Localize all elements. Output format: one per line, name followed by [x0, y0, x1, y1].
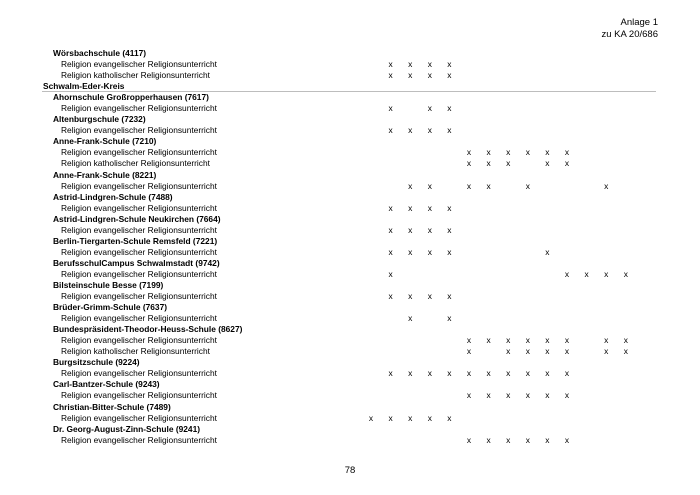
subject-label: Religion evangelischer Religionsunterricht — [61, 313, 217, 324]
subject-label: Religion evangelischer Religionsunterricht — [61, 125, 217, 136]
mark-cell: x — [545, 158, 550, 169]
mark-cell: x — [466, 335, 472, 346]
mark-cell: x — [584, 268, 589, 279]
mark-cell: x — [427, 202, 432, 213]
mark-cell: x — [506, 335, 511, 346]
subject-row — [0, 368, 700, 379]
mark-cell: x — [506, 147, 511, 158]
subject-row — [0, 203, 700, 214]
mark-cell: x — [486, 335, 491, 346]
school-heading: Altenburgschule (7232) — [53, 114, 146, 125]
subject-label: Religion evangelischer Religionsunterricht — [61, 434, 217, 445]
mark-cell: x — [388, 246, 393, 257]
subject-row — [0, 247, 700, 258]
mark-cell: x — [388, 224, 393, 235]
mark-cell: x — [604, 346, 609, 357]
mark-cell: x — [408, 202, 413, 213]
subject-row — [0, 103, 700, 114]
mark-cell: x — [564, 434, 570, 445]
mark-cell: x — [466, 346, 472, 357]
mark-cell: x — [427, 70, 432, 81]
mark-cell: x — [408, 180, 413, 191]
mark-cell: x — [545, 346, 550, 357]
subject-label: Religion evangelischer Religionsunterricht — [61, 390, 217, 401]
mark-cell: x — [486, 390, 491, 401]
annex-label: Anlage 1 — [620, 17, 658, 28]
mark-cell: x — [466, 390, 472, 401]
document-reference: zu KA 20/686 — [601, 28, 658, 40]
mark-cell: x — [447, 412, 452, 423]
mark-cell: x — [427, 103, 432, 114]
mark-cell: x — [447, 70, 452, 81]
mark-cell: x — [427, 59, 432, 70]
mark-cell: x — [427, 246, 432, 257]
subject-label: Religion evangelischer Religionsunterricht — [61, 291, 217, 302]
annex-reference — [601, 17, 658, 40]
mark-cell: x — [388, 268, 393, 279]
mark-cell: x — [408, 412, 413, 423]
mark-cell: x — [408, 246, 413, 257]
subject-label: Religion katholischer Religionsunterricht — [61, 158, 210, 169]
mark-cell: x — [427, 125, 432, 136]
subject-row — [0, 335, 700, 346]
school-heading: BerufsschulCampus Schwalmstadt (9742) — [53, 257, 220, 268]
subject-row — [0, 70, 700, 81]
mark-cell: x — [486, 158, 491, 169]
mark-cell: x — [388, 412, 393, 423]
subject-row — [0, 413, 700, 424]
mark-cell: x — [545, 246, 550, 257]
mark-cell: x — [506, 158, 511, 169]
mark-cell: x — [564, 147, 570, 158]
mark-cell: x — [564, 368, 570, 379]
mark-cell: x — [525, 434, 530, 445]
mark-cell: x — [388, 368, 393, 379]
subject-row — [0, 269, 700, 280]
subject-row — [0, 59, 700, 70]
mark-cell: x — [623, 268, 628, 279]
subject-row — [0, 346, 700, 357]
page-number: 78 — [344, 465, 356, 476]
school-heading: Anne-Frank-Schule (8221) — [53, 169, 157, 180]
school-heading: Bundespräsident-Theodor-Heuss-Schule (8627) — [53, 324, 243, 335]
mark-cell: x — [466, 147, 472, 158]
subject-row — [0, 291, 700, 302]
mark-cell: x — [388, 125, 393, 136]
mark-cell: x — [623, 346, 628, 357]
mark-cell: x — [427, 368, 432, 379]
mark-cell: x — [427, 224, 432, 235]
mark-cell: x — [525, 335, 530, 346]
subject-row — [0, 181, 700, 192]
school-heading: Dr. Georg-August-Zinn-Schule (9241) — [53, 423, 201, 434]
school-heading: Astrid-Lindgren-Schule (7488) — [53, 191, 173, 202]
mark-cell: x — [447, 368, 452, 379]
school-heading: Ahornschule Großropperhausen (7617) — [53, 92, 209, 103]
school-heading: Anne-Frank-Schule (7210) — [53, 136, 157, 147]
district-heading: Schwalm-Eder-Kreis — [0, 81, 700, 92]
subject-label: Religion evangelischer Religionsunterricht — [61, 368, 217, 379]
mark-cell: x — [604, 268, 609, 279]
mark-cell: x — [388, 202, 393, 213]
mark-cell: x — [604, 180, 609, 191]
subject-row — [0, 225, 700, 236]
mark-cell: x — [525, 346, 530, 357]
school-heading: Berlin-Tiergarten-Schule Remsfeld (7221) — [53, 235, 218, 246]
mark-cell: x — [447, 313, 452, 324]
mark-cell: x — [447, 291, 452, 302]
school-heading: Wörsbachschule (4117) — [53, 48, 147, 58]
mark-cell: x — [564, 158, 570, 169]
mark-cell: x — [486, 180, 491, 191]
mark-cell: x — [545, 335, 550, 346]
mark-cell: x — [408, 313, 413, 324]
subject-label: Religion evangelischer Religionsunterricht — [61, 412, 217, 423]
mark-cell: x — [506, 434, 511, 445]
mark-cell: x — [486, 147, 491, 158]
school-heading: Burgsitzschule (9224) — [53, 357, 140, 368]
subject-label: Religion evangelischer Religionsunterricht — [61, 268, 217, 279]
subject-row — [0, 313, 700, 324]
school-heading: Brüder-Grimm-Schule (7637) — [53, 302, 168, 313]
mark-cell: x — [525, 147, 530, 158]
school-heading: Carl-Bantzer-Schule (9243) — [53, 379, 160, 390]
mark-cell: x — [466, 158, 472, 169]
mark-cell: x — [506, 390, 511, 401]
subject-label: Religion evangelischer Religionsunterricht — [61, 202, 217, 213]
subject-label: Religion evangelischer Religionsunterricht — [61, 59, 217, 70]
school-heading: Bilsteinschule Besse (7199) — [53, 279, 164, 290]
mark-cell: x — [388, 291, 393, 302]
subject-row — [0, 147, 700, 158]
mark-cell: x — [486, 368, 491, 379]
mark-cell: x — [466, 434, 472, 445]
mark-cell: x — [408, 125, 413, 136]
school-heading: Christian-Bitter-Schule (7489) — [53, 401, 171, 412]
mark-cell: x — [545, 390, 550, 401]
subject-label: Religion evangelischer Religionsunterricht — [61, 246, 217, 257]
mark-cell: x — [427, 180, 432, 191]
subject-label: Religion katholischer Religionsunterricht — [61, 346, 210, 357]
mark-cell: x — [564, 346, 570, 357]
mark-cell: x — [525, 390, 530, 401]
mark-cell: x — [408, 368, 413, 379]
mark-cell: x — [604, 335, 609, 346]
mark-cell: x — [408, 70, 413, 81]
mark-cell: x — [447, 224, 452, 235]
school-subject-table — [0, 48, 700, 446]
mark-cell: x — [408, 59, 413, 70]
mark-cell: x — [388, 59, 393, 70]
mark-cell: x — [564, 390, 570, 401]
mark-cell: x — [545, 434, 550, 445]
mark-cell: x — [545, 368, 550, 379]
subject-row — [0, 390, 700, 401]
mark-cell: x — [408, 224, 413, 235]
subject-label: Religion evangelischer Religionsunterricht — [61, 103, 217, 114]
subject-label: Religion evangelischer Religionsunterricht — [61, 147, 217, 158]
mark-cell: x — [525, 180, 530, 191]
mark-cell: x — [447, 103, 452, 114]
mark-cell: x — [447, 202, 452, 213]
mark-cell: x — [506, 368, 511, 379]
mark-cell: x — [564, 335, 570, 346]
mark-cell: x — [447, 125, 452, 136]
subject-label: Religion evangelischer Religionsunterricht — [61, 224, 217, 235]
mark-cell: x — [427, 412, 432, 423]
mark-cell: x — [545, 147, 550, 158]
mark-cell: x — [447, 59, 452, 70]
mark-cell: x — [368, 412, 374, 423]
mark-cell: x — [486, 434, 491, 445]
subject-row — [0, 125, 700, 136]
mark-cell: x — [427, 291, 432, 302]
mark-cell: x — [466, 180, 472, 191]
subject-label: Religion evangelischer Religionsunterricht — [61, 335, 217, 346]
mark-cell: x — [447, 246, 452, 257]
mark-cell: x — [506, 346, 511, 357]
mark-cell: x — [623, 335, 628, 346]
mark-cell: x — [564, 268, 570, 279]
mark-cell: x — [388, 70, 393, 81]
subject-label: Religion katholischer Religionsunterricht — [61, 70, 210, 81]
mark-cell: x — [466, 368, 472, 379]
subject-row — [0, 435, 700, 446]
subject-row — [0, 158, 700, 169]
mark-cell: x — [388, 103, 393, 114]
subject-label: Religion evangelischer Religionsunterricht — [61, 180, 217, 191]
mark-cell: x — [408, 291, 413, 302]
school-heading: Astrid-Lindgren-Schule Neukirchen (7664) — [53, 213, 221, 224]
mark-cell: x — [525, 368, 530, 379]
